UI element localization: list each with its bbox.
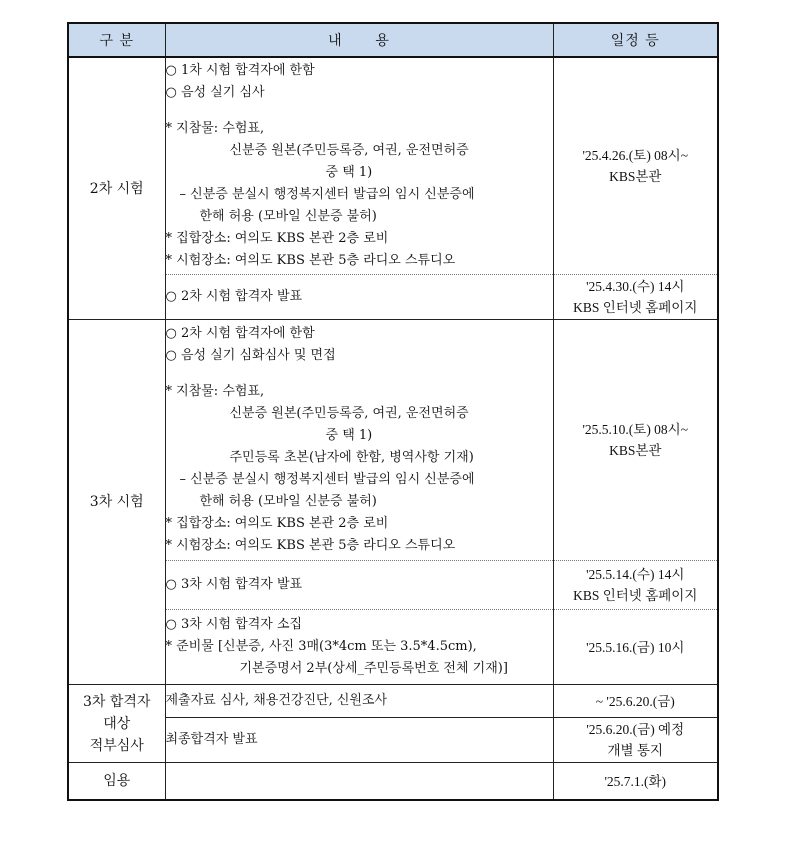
review-final-row: [68, 718, 718, 763]
review-check-date: ~ '25.6.20.(금): [553, 685, 718, 718]
stage3-category: 3차 시험: [68, 320, 165, 685]
list-item: ○ 1차 시험 합격자에 한함: [165, 63, 315, 78]
header-category: 구 분: [68, 23, 165, 57]
list-item: – 신분증 분실시 행정복지센터 발급의 임시 신분증에: [179, 472, 475, 487]
stage3-call-row: [68, 610, 718, 685]
stage2-result-date: '25.4.30.(수) 14시 KBS 인터넷 홈페이지: [553, 275, 718, 320]
list-item: 한해 허용 (모바일 신분증 불허): [199, 494, 377, 509]
header-schedule: 일정 등: [553, 23, 718, 57]
stage2-result: ○ 2차 시험 합격자 발표: [165, 275, 553, 320]
hire-category: 임용: [68, 763, 165, 801]
header-row: [68, 23, 718, 57]
stage2-content: [165, 57, 553, 275]
stage3-main-row: [68, 320, 718, 561]
list-item: – 신분증 분실시 행정복지센터 발급의 임시 신분증에: [179, 187, 475, 202]
list-item: * 지참물: 수험표,: [165, 384, 265, 399]
list-item: 주민등록 초본(남자에 한함, 병역사항 기재): [229, 450, 474, 465]
list-item: ○ 음성 실기 심사: [165, 85, 265, 100]
stage3-call: [165, 610, 553, 685]
list-item: 신분증 원본(주민등록증, 여권, 운전면허증: [229, 406, 469, 421]
header-content: 내 용: [165, 23, 553, 57]
list-item: 신분증 원본(주민등록증, 여권, 운전면허증: [229, 143, 469, 158]
stage3-date: '25.5.10.(토) 08시~ KBS본관: [553, 320, 718, 561]
stage2-category: 2차 시험: [68, 57, 165, 320]
list-item: ○ 2차 시험 합격자에 한함: [165, 326, 315, 341]
stage3-call-date: '25.5.16.(금) 10시: [553, 610, 718, 685]
stage2-result-row: [68, 275, 718, 320]
review-final: 최종합격자 발표: [165, 718, 553, 763]
hire-row: [68, 763, 718, 801]
list-item: * 집합장소: 여의도 KBS 본관 2층 로비: [165, 516, 389, 531]
list-item: ○ 음성 실기 심화심사 및 면접: [165, 348, 336, 363]
list-item: * 시험장소: 여의도 KBS 본관 5층 라디오 스튜디오: [165, 253, 456, 268]
review-check-row: [68, 685, 718, 718]
stage3-result-row: [68, 561, 718, 610]
list-item: 한해 허용 (모바일 신분증 불허): [199, 209, 377, 224]
stage3-result: ○ 3차 시험 합격자 발표: [165, 561, 553, 610]
hire-date: '25.7.1.(화): [553, 763, 718, 801]
list-item: 중 택 1): [325, 428, 373, 443]
stage2-main-row: [68, 57, 718, 275]
hire-content: [165, 763, 553, 801]
stage3-result-date: '25.5.14.(수) 14시 KBS 인터넷 홈페이지: [553, 561, 718, 610]
review-final-date: '25.6.20.(금) 예정 개별 통지: [553, 718, 718, 763]
list-item: * 지참물: 수험표,: [165, 121, 265, 136]
list-item: * 시험장소: 여의도 KBS 본관 5층 라디오 스튜디오: [165, 538, 456, 553]
review-check: 제출자료 심사, 채용건강진단, 신원조사: [165, 685, 553, 718]
list-item: ○ 3차 시험 합격자 소집: [165, 617, 303, 632]
schedule-table: [67, 22, 719, 801]
review-category: 3차 합격자 대상 적부심사: [68, 685, 165, 763]
list-item: * 준비물 [신분증, 사진 3매(3*4cm 또는 3.5*4.5cm),: [165, 639, 477, 654]
list-item: 중 택 1): [325, 165, 373, 180]
list-item: 기본증명서 2부(상세_주민등록번호 전체 기재)]: [239, 661, 508, 676]
stage3-content: [165, 320, 553, 561]
stage2-date: '25.4.26.(토) 08시~ KBS본관: [553, 57, 718, 275]
list-item: * 집합장소: 여의도 KBS 본관 2층 로비: [165, 231, 389, 246]
